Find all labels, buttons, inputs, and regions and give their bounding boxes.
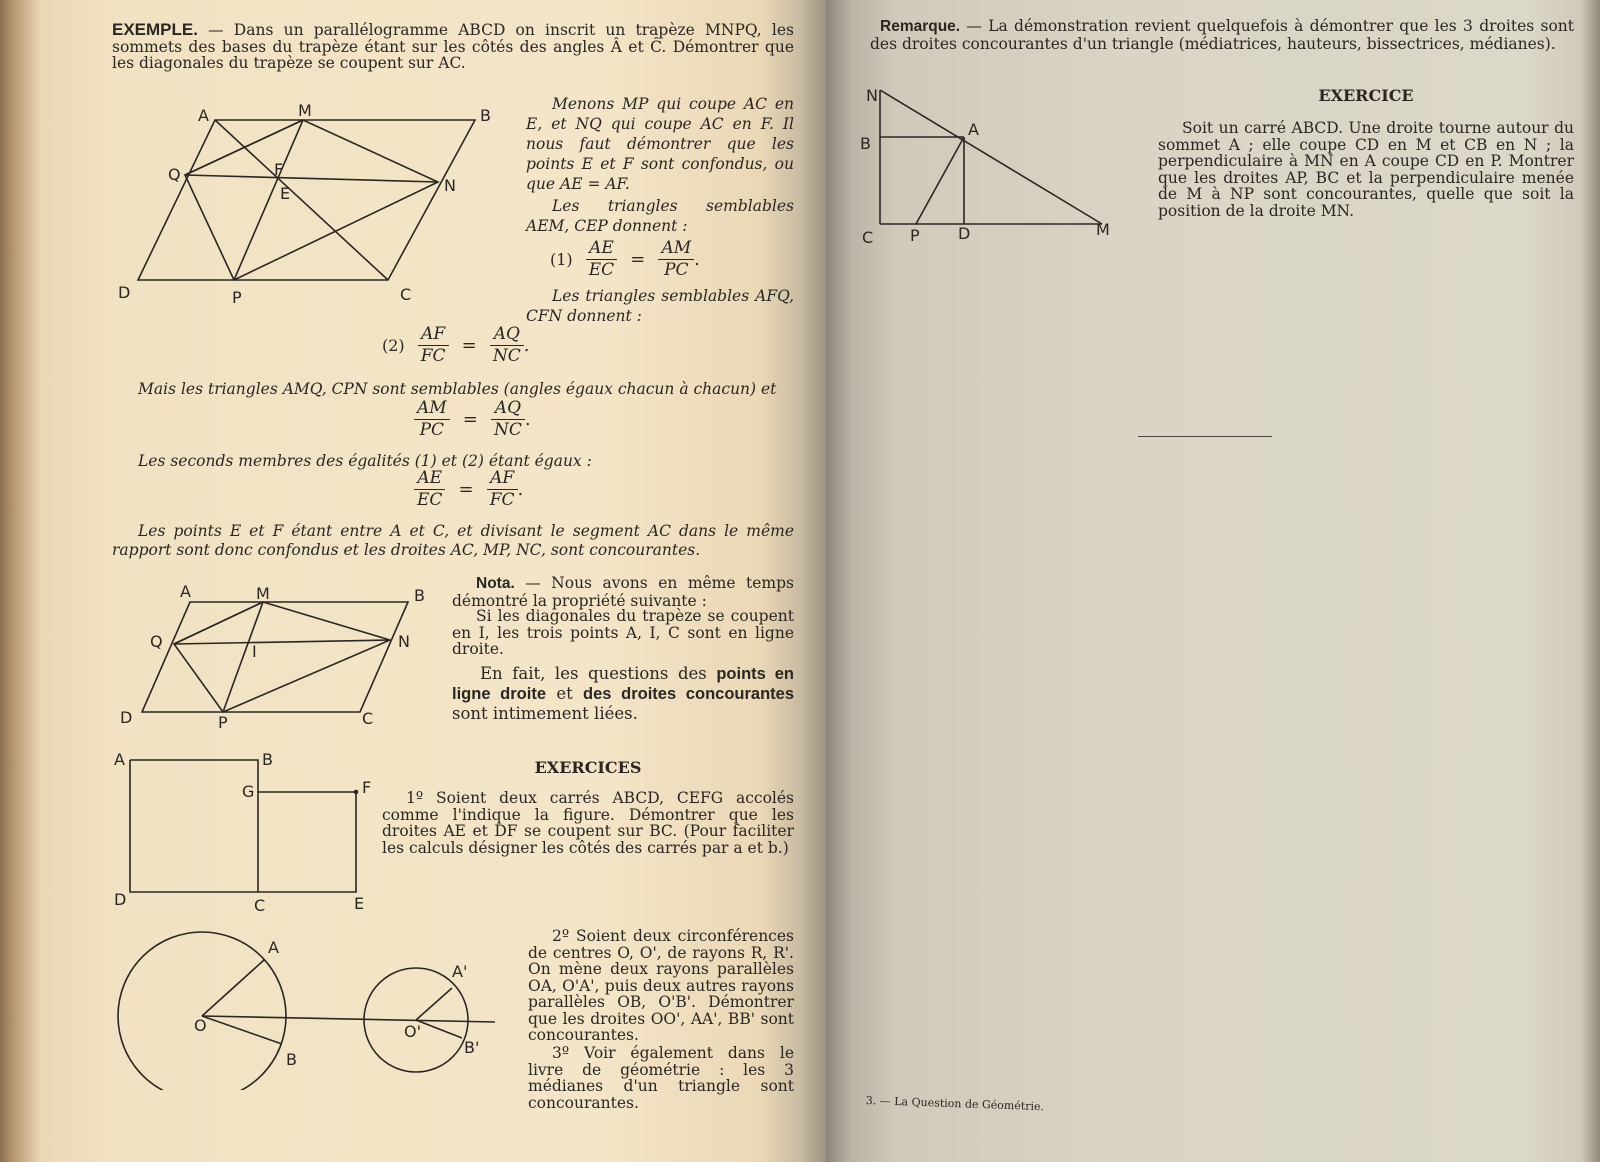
radius-ob — [202, 1016, 282, 1044]
fig1-label-q: Q — [168, 165, 181, 184]
eq1-rhs-num: AM — [658, 238, 694, 260]
eq2-end: . — [523, 335, 530, 356]
line-qm — [185, 120, 303, 175]
line-nq — [185, 175, 438, 182]
eq1-lhs-num: AE — [586, 238, 617, 260]
figure-square-rotating-line — [866, 82, 1156, 242]
fig2-label-a: A — [180, 582, 191, 601]
nota-text-3c: et — [546, 684, 584, 703]
footer-note: 3. — La Question de Géométrie. — [865, 1094, 1045, 1114]
fig5-label-a: A — [968, 120, 979, 139]
eq2-lhs-num: AF — [418, 324, 449, 346]
fig2-label-n: N — [398, 632, 410, 651]
radius-ob-prime — [416, 1020, 462, 1038]
example-title: EXEMPLE. — [112, 20, 198, 39]
separator-rule — [1138, 436, 1272, 437]
fig3-label-b: B — [262, 750, 273, 769]
equation-1 — [550, 238, 700, 281]
eq4-lhs — [414, 468, 445, 511]
fig3-label-g: G — [242, 782, 255, 801]
example-statement — [112, 22, 794, 72]
equation-3 — [414, 398, 531, 441]
fig3-label-e: E — [354, 894, 365, 913]
trapezoid-mnpq-2 — [174, 602, 390, 712]
exercise-2-text: 2º Soient deux circonférences de centres O, O', de rayons R, R'. On mène deux rayons parallèles OA, O'A', puis deux autres rayons parallèles OB, O'B'. Démontrer que les droites OO', AA', BB' sont concourantes. — [528, 927, 794, 1044]
diagonal-ac — [215, 120, 388, 280]
circle-o — [118, 932, 286, 1090]
fig1-label-f: F — [274, 160, 284, 179]
eq4-equals: = — [458, 479, 474, 500]
fig1-label-e: E — [280, 184, 291, 203]
fig1-label-m: M — [298, 101, 312, 120]
remarque-paragraph — [870, 18, 1574, 52]
eq4-rhs — [487, 468, 518, 511]
fig3-label-c: C — [254, 896, 266, 915]
fig1-label-d: D — [118, 283, 131, 302]
fig2-label-p: P — [218, 713, 228, 732]
exercice-title: EXERCICE — [1318, 86, 1414, 105]
eq3-rhs-num: AQ — [491, 398, 525, 420]
fig2-label-i: I — [252, 642, 257, 661]
fig5-label-p: P — [910, 226, 920, 245]
eq1-rhs-den: PC — [664, 260, 689, 280]
fig4-label-a-prime: A' — [452, 962, 468, 981]
eq1-rhs — [658, 238, 694, 281]
eq4-rhs-den: FC — [489, 490, 515, 510]
line-ap — [916, 137, 964, 224]
fig3-label-a: A — [114, 750, 125, 769]
example-statement-text: — Dans un parallélogramme ABCD on inscrit un trapèze MNPQ, les sommets des bases du trapèze étant sur les côtés des angles Â et Ĉ. Démontrer que les diagonales du trapèze se coupent sur AC. — [112, 21, 794, 72]
eq4-rhs-num: AF — [487, 468, 518, 490]
eq1-lhs — [586, 238, 617, 281]
fig5-label-m: M — [1096, 220, 1110, 239]
nota-text-3b: points en ligne droite — [452, 665, 794, 703]
fig2-label-q: Q — [150, 632, 163, 651]
eq2-rhs-num: AQ — [490, 324, 524, 346]
exercice-text: Soit un carré ABCD. Une droite tourne autour du sommet A ; elle coupe CD en M et CB en N ; la perpendiculaire à MN en A coupe CD en P. Montrer que les droites AP, BC et la perpendiculaire menée de M à NP sont concourantes, quelle que soit la position de la droite MN. — [1158, 119, 1574, 220]
fig1-label-a: A — [198, 106, 209, 125]
eq2-lhs — [418, 324, 449, 367]
fig2-label-b: B — [414, 586, 425, 605]
eq2-equals: = — [461, 335, 477, 356]
eq2-label: (2) — [382, 336, 405, 355]
nota-text-3a: En fait, les questions des — [480, 664, 717, 683]
nota-text-3d: des droites concourantes — [583, 685, 795, 703]
parallelogram-abcd-2 — [142, 602, 408, 712]
proof-paragraph-1: Menons MP qui coupe AC en E, et NQ qui coupe AC en F. Il nous faut démontrer que les points E et F sont confondus, ou que AE = AF. — [526, 95, 794, 193]
fig4-label-o: O — [194, 1016, 207, 1035]
eq3-rhs — [491, 398, 525, 441]
right-page — [826, 0, 1600, 1162]
eq1-end: . — [694, 249, 700, 270]
eq4-lhs-num: AE — [414, 468, 445, 490]
fig5-label-b: B — [860, 134, 871, 153]
nota-title: Nota. — [476, 575, 515, 592]
fig4-label-b: B — [286, 1050, 297, 1069]
radius-oa-prime — [416, 988, 452, 1020]
eq4-lhs-den: EC — [417, 490, 443, 510]
fig3-label-d: D — [114, 890, 127, 909]
proof-paragraph-2: Les triangles semblables AEM, CEP donnent : — [526, 197, 794, 235]
fig5-label-n: N — [866, 86, 878, 105]
exercices-title: EXERCICES — [534, 758, 642, 777]
nota-paragraph-2: Si les diagonales du trapèze se coupent en I, les trois points A, I, C sont en ligne droite. — [452, 607, 794, 658]
fig5-label-d: D — [958, 224, 971, 243]
square-cefg — [258, 792, 356, 892]
fig1-label-p: P — [232, 288, 242, 307]
fig1-label-n: N — [444, 176, 456, 195]
eq2-lhs-den: FC — [420, 346, 446, 366]
fig4-label-b-prime: B' — [464, 1038, 480, 1057]
point-f — [355, 791, 358, 794]
eq3-end: . — [524, 409, 531, 430]
fig4-label-o-prime: O' — [404, 1022, 421, 1041]
radius-oa — [202, 960, 264, 1016]
eq1-equals: = — [630, 249, 646, 270]
nota-text-1: — Nous avons en même temps démontré la propriété suivante : — [452, 574, 794, 610]
figure-two-circles — [110, 920, 510, 1090]
eq3-lhs — [414, 398, 450, 441]
fig4-label-a: A — [268, 938, 279, 957]
eq3-rhs-den: NC — [493, 420, 522, 440]
figure-nota-trapezoid — [130, 580, 430, 715]
line-oo-prime — [202, 1016, 495, 1022]
proof-conclusion: Les points E et F étant entre A et C, et divisant le segment AC dans le même rapport sont donc confondus et les droites AC, MP, NC, sont concourantes. — [112, 522, 794, 559]
eq4-end: . — [517, 479, 524, 500]
proof-paragraph-3: Les triangles semblables AFQ, CFN donnent : — [526, 287, 794, 325]
eq3-lhs-num: AM — [414, 398, 450, 420]
exercise-3-text: 3º Voir également dans le livre de géométrie : les 3 médianes d'un triangle sont concourantes. — [528, 1044, 794, 1112]
fig1-label-b: B — [480, 106, 491, 125]
fig3-label-f: F — [362, 778, 372, 797]
exercise-1-text: 1º Soient deux carrés ABCD, CEFG accolés comme l'indique la figure. Démontrer que les droites AE et DF se coupent sur BC. (Pour faciliter les calculs désigner les côtés des carrés par a et b.) — [382, 789, 794, 857]
fig2-label-m: M — [256, 584, 270, 603]
eq1-label: (1) — [550, 250, 573, 269]
fig1-label-c: C — [400, 285, 412, 304]
nota-text-3e: sont intimement liées. — [452, 704, 638, 723]
line-mp — [234, 120, 303, 280]
eq3-lhs-den: PC — [419, 420, 445, 440]
fig2-label-d: D — [120, 708, 133, 727]
eq2-rhs-den: NC — [492, 346, 521, 366]
line-nm — [880, 90, 1102, 224]
nota-paragraph-1 — [452, 575, 794, 609]
proof-paragraph-4: Mais les triangles AMQ, CPN sont semblables (angles égaux chacun à chacun) et — [138, 380, 777, 398]
eq1-lhs-den: EC — [588, 260, 615, 280]
figure-two-squares — [118, 750, 378, 900]
eq3-equals: = — [462, 409, 478, 430]
trapezoid-mnpq — [185, 120, 438, 280]
diagonal-qn — [174, 640, 390, 644]
remarque-title: Remarque. — [880, 18, 961, 35]
square-abcd — [130, 760, 258, 892]
equation-2 — [382, 324, 529, 367]
figure-parallelogram — [110, 100, 510, 305]
fig2-label-c: C — [362, 709, 374, 728]
remarque-text: — La démonstration revient quelquefois à démontrer que les 3 droites sont des droites concourantes d'un triangle (médiatrices, hauteurs, bissectrices, médianes). — [870, 17, 1574, 53]
eq2-rhs — [490, 324, 524, 367]
parallelogram-abcd — [138, 120, 475, 280]
fig5-label-c: C — [862, 228, 874, 247]
proof-paragraph-5: Les seconds membres des égalités (1) et (2) étant égaux : — [138, 452, 592, 470]
equation-4 — [414, 468, 523, 511]
nota-paragraph-3 — [452, 664, 794, 723]
